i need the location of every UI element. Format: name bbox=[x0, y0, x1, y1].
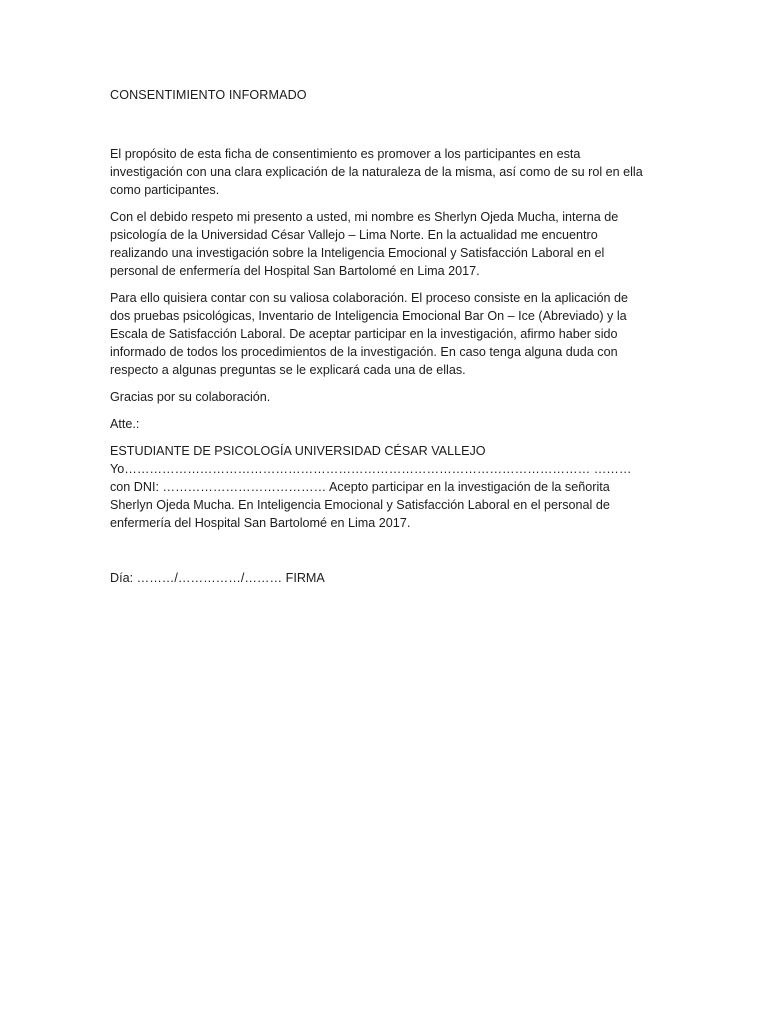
introduction-paragraph: Con el debido respeto mi presento a usted, mi nombre es Sherlyn Ojeda Mucha, interna de psicología de la Universidad César Vallejo – Lima Norte. En la actualidad me encuentro realizando una investigación sobre la Inteligencia Emocional y Satisfacción Laboral en el personal de enfermería del Hospital San Bartolomé en Lima 2017. bbox=[110, 210, 619, 278]
document-content bbox=[110, 86, 650, 587]
consent-block bbox=[110, 442, 650, 532]
signature-date-line: Día: ………/……………/……… FIRMA bbox=[110, 571, 325, 585]
purpose-paragraph: El propósito de esta ficha de consentimiento es promover a los participantes en esta investigación con una clara explicación de la naturaleza de la misma, así como de su rol en ella como participantes. bbox=[110, 147, 643, 197]
document-title: CONSENTIMIENTO INFORMADO bbox=[110, 88, 307, 102]
consent-statement: Yo………………………………………………………………………………………………… ……… con DNI: ………………………………… Acepto participar en la investigación de la señorita Sherlyn Ojeda Mucha. En Inteligencia Emocional y Satisfacción Laboral en el personal de enfermería del Hospital San Bartolomé en Lima 2017. bbox=[110, 462, 632, 530]
attention-label: Atte.: bbox=[110, 417, 140, 431]
student-affiliation: ESTUDIANTE DE PSICOLOGÍA UNIVERSIDAD CÉSAR VALLEJO bbox=[110, 444, 486, 458]
procedure-paragraph: Para ello quisiera contar con su valiosa colaboración. El proceso consiste en la aplicación de dos pruebas psicológicas, Inventario de Inteligencia Emocional Bar On – Ice (Abreviado) y la Escala de Satisfacción Laboral. De aceptar participar en la investigación, afirmo haber sido informado de todos los procedimientos de la investigación. En caso tenga alguna duda con respecto a algunas preguntas se le explicará cada una de ellas. bbox=[110, 291, 629, 377]
thanks-paragraph: Gracias por su colaboración. bbox=[110, 390, 271, 404]
